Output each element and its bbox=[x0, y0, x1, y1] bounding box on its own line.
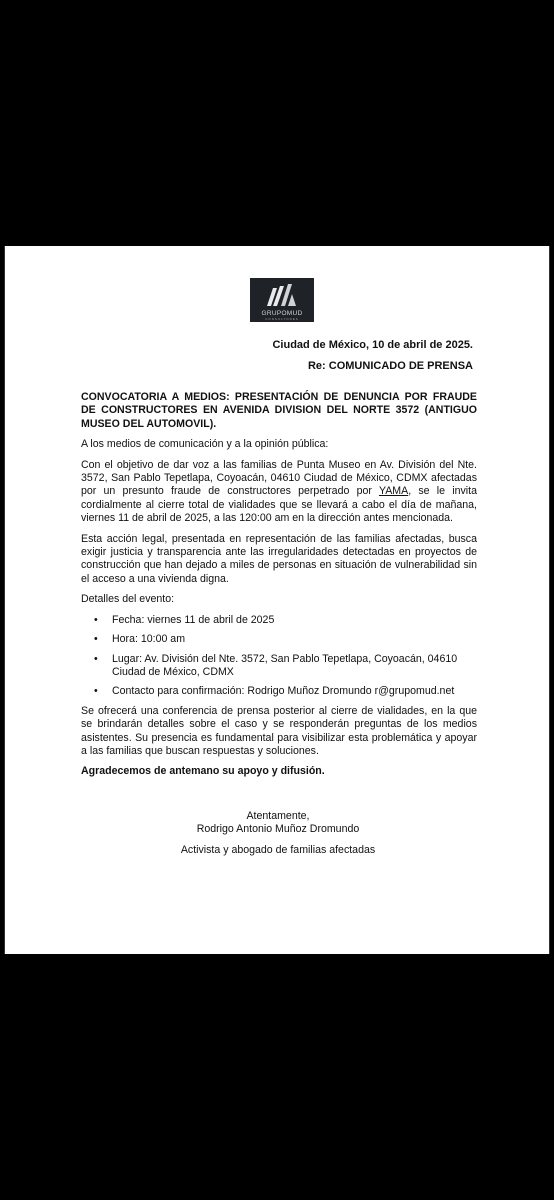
list-item bbox=[81, 614, 477, 627]
detail-time: Hora: 10:00 am bbox=[112, 633, 186, 646]
list-item bbox=[81, 633, 477, 646]
paragraph-invitation bbox=[81, 459, 477, 526]
paragraph-invitation-end: , se le invita cordialmente al cierre total de vialidades que se llevará a cabo el día de mañana, viernes 11 de abril de 2025, a las 120:00 am en la dirección antes mencionada. bbox=[81, 485, 477, 525]
document-page bbox=[4, 246, 550, 954]
logo-brand-text: GRUPOMUD bbox=[261, 310, 303, 317]
logo-tagline-text: CONSULTORES bbox=[265, 317, 299, 321]
letter-body bbox=[81, 391, 477, 779]
company-name-underlined: YAMA bbox=[378, 485, 409, 498]
detail-place: Lugar: Av. División del Nte. 3572, San Pablo Tepetlapa, Coyoacán, 04610 Ciudad de México, CDMX bbox=[112, 652, 458, 678]
list-item bbox=[81, 685, 477, 698]
greeting: A los medios de comunicación y a la opinión pública: bbox=[81, 438, 329, 451]
list-item bbox=[81, 653, 477, 680]
logo-mark-icon bbox=[250, 278, 314, 310]
detail-contact: Contacto para confirmación: Rodrigo Muñoz Dromundo r@grupomud.net bbox=[112, 685, 455, 698]
paragraph-legal-action: Esta acción legal, presentada en representación de las familias afectadas, busca exigir justicia y transparencia ante las irregularidades detectadas en proyectos de construcción que han dejado a miles de personas en situación de vulnerabilidad sin el acceso a una vivienda digna. bbox=[81, 532, 477, 585]
headline: CONVOCATORIA A MEDIOS: PRESENTACIÓN DE DENUNCIA POR FRAUDE DE CONSTRUCTORES EN AVENIDA DIVISION DEL NORTE 3572 (ANTIGUO MUSEO DEL AUTOMOVIL). bbox=[81, 391, 477, 430]
bullet-icon: • bbox=[94, 613, 98, 626]
thanks-line: Agradecemos de antemano su apoyo y difusión. bbox=[81, 765, 325, 778]
signature-title: Activista y abogado de familias afectadas bbox=[180, 844, 376, 856]
bullet-icon: • bbox=[94, 633, 98, 646]
detail-date: Fecha: viernes 11 de abril de 2025 bbox=[112, 613, 275, 626]
date-line: Ciudad de México, 10 de abril de 2025. bbox=[272, 339, 473, 351]
bullet-icon: • bbox=[94, 685, 98, 698]
paragraph-press-conference: Se ofrecerá una conferencia de prensa posterior al cierre de vialidades, en la que se brindarán detalles sobre el caso y se responderán preguntas de los medios asistentes. Su presencia es fundamental para visibilizar esta problemática y apoyar a las familias que buscan respuestas y soluciones. bbox=[81, 704, 477, 757]
paragraph-invitation-start: Con el objetivo de dar voz a las familias de Punta Museo en Av. División del Nte. 3572, San Pablo Tepetlapa, Coyoacán, 04610 Ciudad de México, CDMX afectadas por un presunto fraude de constructores perpetrado por bbox=[81, 458, 477, 498]
bullet-icon: • bbox=[94, 652, 98, 665]
grupomud-logo bbox=[250, 278, 314, 322]
signature-closing: Atentamente, bbox=[246, 810, 310, 822]
subject-line: Re: COMUNICADO DE PRENSA bbox=[307, 360, 473, 372]
signature-name: Rodrigo Antonio Muñoz Dromundo bbox=[196, 823, 360, 836]
details-label: Detalles del evento: bbox=[81, 593, 175, 606]
details-list bbox=[81, 614, 477, 699]
signature-block bbox=[5, 810, 551, 837]
